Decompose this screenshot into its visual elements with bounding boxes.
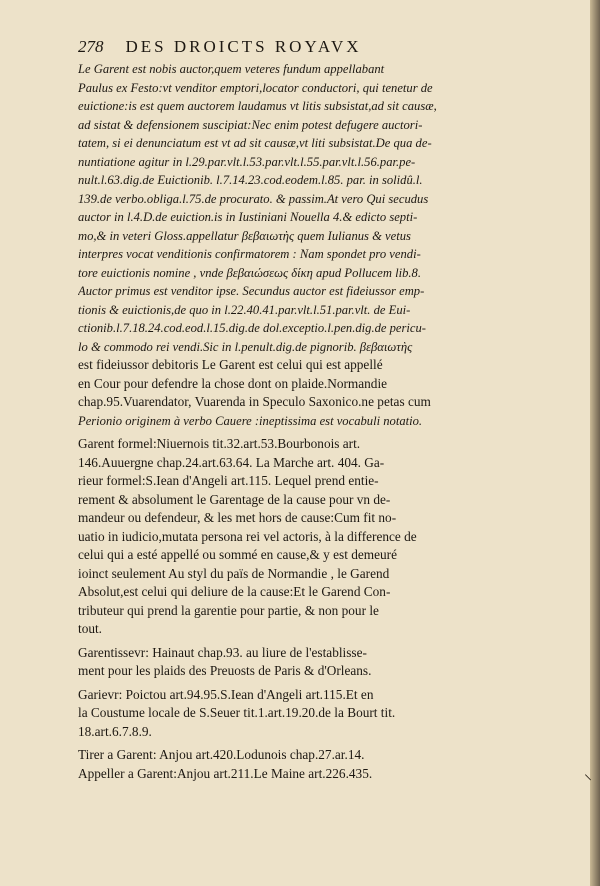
text-line: nuntiatione agitur in l.29.par.vlt.l.53.par.vlt.l.55.par.vlt.l.56.par.pe- [78, 154, 416, 169]
text-line: mandeur ou defendeur, & les met hors de cause:Cum fit no- [78, 510, 397, 525]
text-line: est fideiussor debitoris Le Garent est celui qui est appellé [78, 357, 383, 372]
text-line: tributeur qui prend la garentie pour partie, & non pour le [78, 602, 379, 618]
entry-gariur: Garievr: Poictou art.94.95.S.Iean d'Angeli art.115.Et en [78, 686, 374, 702]
text-line: lo & commodo rei vendi.Sic in l.penult.dig.de pignorib. βεβαιωτὴς [78, 339, 413, 354]
text-line: Auctor primus est venditor ipse. Secundus auctor est fideiussor emp- [78, 284, 425, 298]
text-line: ment pour les plaids des Preuosts de Paris & d'Orleans. [78, 663, 372, 678]
text-line: 146.Auuergne chap.24.art.63.64. La Marche art. 404. Ga- [78, 454, 385, 470]
text-line: mo,& in veteri Gloss.appellatur βεβαιωτὴς quem Iulianus & vetus [78, 228, 411, 243]
body-text [78, 60, 510, 783]
text-line: chap.95.Vuarendator, Vuarenda in Speculo Saxonico.ne petas cum [78, 394, 431, 409]
text-line: celui qui a esté appellé ou sommé en cause,& y est demeuré [78, 547, 398, 562]
text-line: tout. [78, 621, 103, 636]
entry-garent-formel: Garent formel:Niuernois tit.32.art.53.Bourbonois art. [78, 436, 361, 451]
text-line: Paulus ex Festo:vt venditor emptori,locator conductori, qui tenetur de [78, 80, 433, 95]
text-line: rieur formel:S.Iean d'Angeli art.115. Lequel prend entie- [78, 473, 379, 488]
entry-appeller-a-garent: Appeller a Garent:Anjou art.211.Le Maine art.226.435. [78, 765, 373, 781]
page-number: 278 [78, 37, 104, 56]
text-line: auctor in l.4.D.de euiction.is in Iustiniani Nouella 4.& edicto septi- [78, 210, 418, 224]
margin-ornament: ⸜ [584, 766, 593, 783]
text-line: Perionio originem à verbo Cauere :ineptissima est vocabuli notatio. [78, 413, 423, 428]
text-line: ctionib.l.7.18.24.cod.eod.l.15.dig.de dol.exceptio.l.pen.dig.de pericu- [78, 321, 426, 335]
running-header [78, 36, 518, 58]
text-line: uatio in iudicio,mutata persona rei vel actoris, à la difference de [78, 528, 417, 544]
page-gutter [590, 0, 600, 886]
text-line: tionis & euictionis,de quo in l.22.40.41.par.vlt.l.51.par.vlt. de Eui- [78, 302, 411, 317]
text-line: 139.de verbo.obliga.l.75.de procurato. & passim.At vero Qui secudus [78, 191, 429, 206]
text-line: interpres vocat venditionis confirmatorem : Nam spondet pro vendi- [78, 247, 421, 261]
text-line: rement & absolument le Garentage de la cause pour vn de- [78, 491, 391, 507]
text-line: la Coustume locale de S.Seuer tit.1.art.19.20.de la Bourt tit. [78, 705, 396, 720]
text-line: ioinct seulement Au styl du païs de Normandie , le Garend [78, 565, 390, 581]
text-line: nult.l.63.dig.de Euictionib. l.7.14.23.cod.eodem.l.85. par. in solidû.l. [78, 173, 423, 187]
text-line: tore euictionis nomine , vnde βεβαιώσεως δίκη apud Pollucem lib.8. [78, 265, 421, 280]
text-line: Absolut,est celui qui deliure de la cause:Et le Garend Con- [78, 584, 391, 599]
entry-tirer-a-garent: Tirer a Garent: Anjou art.420.Lodunois chap.27.ar.14. [78, 747, 365, 762]
text-line: euictione:is est quem auctorem laudamus vt litis subsistat,ad sit causæ, [78, 99, 437, 113]
text-line: 18.art.6.7.8.9. [78, 723, 152, 739]
text-line: ad sistat & defensionem suscipiat:Nec enim potest defugere auctori- [78, 117, 423, 132]
entry-garentisseur: Garentissevr: Hainaut chap.93. au liure de l'establisse- [78, 644, 367, 660]
text-line: en Cour pour defendre la chose dont on plaide.Normandie [78, 375, 388, 391]
text-line: Le Garent est nobis auctor,quem veteres fundum appellabant [78, 62, 385, 76]
text-line: tatem, si ei denunciatum est vt ad sit causæ,vt liti subsistat.De qua de- [78, 136, 432, 150]
running-title: DES DROICTS ROYAVX [125, 37, 362, 56]
